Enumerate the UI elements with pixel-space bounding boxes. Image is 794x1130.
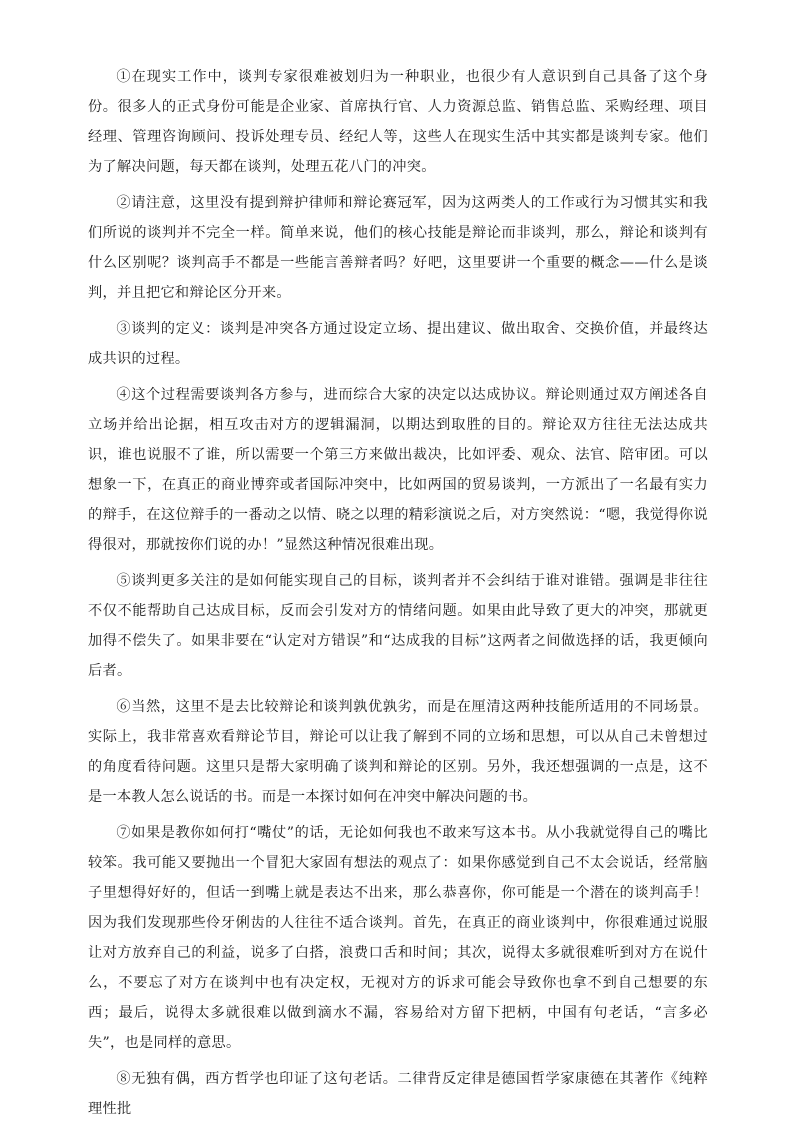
paragraph-3: ③谈判的定义：谈判是冲突各方通过设定立场、提出建议、做出取舍、交换价值，并最终达成共识的过程。 xyxy=(88,321,708,367)
paragraph-2: ②请注意，这里没有提到辩护律师和辩论赛冠军，因为这两类人的工作或行为习惯其实和我们所说的谈判并不完全一样。简单来说，他们的核心技能是辩论而非谈判，那么，辩论和谈判有什么区别呢？谈判高手不都是一些能言善辩者吗？好吧，这里要讲一个重要的概念——什么是谈判，并且把它和辩论区分开来。 xyxy=(88,195,708,301)
paragraph-5: ⑤谈判更多关注的是如何能实现自己的目标，谈判者并不会纠结于谁对谁错。强调是非往往不仅不能帮助自己达成目标，反而会引发对方的情绪问题。如果由此导致了更大的冲突，那就更加得不偿失了。如果非要在“认定对方错误”和“达成我的目标”这两者之间做选择的话，我更倾向后者。 xyxy=(88,573,708,679)
paragraph-7: ⑦如果是教你如何打“嘴仗”的话，无论如何我也不敢来写这本书。从小我就觉得自己的嘴比较笨。我可能又要抛出一个冒犯大家固有想法的观点了：如果你感觉到自己不太会说话，经常脑子里想得好好的，但话一到嘴上就是表达不出来，那么恭喜你，你可能是一个潜在的谈判高手！因为我们发现那些伶牙俐齿的人往往不适合谈判。首先，在真正的商业谈判中，你很难通过说服让对方放弃自己的利益，说多了白搭，浪费口舌和时间；其次，说得太多就很难听到对方在说什么，不要忘了对方在谈判中也有决定权，无视对方的诉求可能会导致你也拿不到自己想要的东西；最后，说得太多就很难以做到滴水不漏，容易给对方留下把柄，中国有句老话，“言多必失”，也是同样的意思。 xyxy=(88,825,708,1051)
document-body xyxy=(88,62,708,1130)
paragraph-4: ④这个过程需要谈判各方参与，进而综合大家的决定以达成协议。辩论则通过双方阐述各自立场并给出论据，相互攻击对方的逻辑漏洞，以期达到取胜的目的。辩论双方往往无法达成共识，谁也说服不了谁，所以需要一个第三方来做出裁决，比如评委、观众、法官、陪审团。可以想象一下，在真正的商业博弈或者国际冲突中，比如两国的贸易谈判，一方派出了一名最有实力的辩手，在这位辩手的一番动之以情、晓之以理的精彩演说之后，对方突然说：“嗯，我觉得你说得很对，那就按你们说的办！”显然这种情况很难出现。 xyxy=(88,387,708,553)
paragraph-8: ⑧无独有偶，西方哲学也印证了这句老话。二律背反定律是德国哲学家康德在其著作《纯粹理性批 xyxy=(88,1071,708,1117)
paragraph-1: ①在现实工作中，谈判专家很难被划归为一种职业，也很少有人意识到自己具备了这个身份。很多人的正式身份可能是企业家、首席执行官、人力资源总监、销售总监、采购经理、项目经理、管理咨询顾问、投诉处理专员、经纪人等，这些人在现实生活中其实都是谈判专家。他们为了解决问题，每天都在谈判，处理五花八门的冲突。 xyxy=(88,69,708,175)
paragraph-6: ⑥当然，这里不是去比较辩论和谈判孰优孰劣，而是在厘清这两种技能所适用的不同场景。实际上，我非常喜欢看辩论节目，辩论可以让我了解到不同的立场和思想，可以从自己未曾想过的角度看待问题。这里只是帮大家明确了谈判和辩论的区别。另外，我还想强调的一点是，这不是一本教人怎么说话的书。而是一本探讨如何在冲突中解决问题的书。 xyxy=(88,699,708,805)
